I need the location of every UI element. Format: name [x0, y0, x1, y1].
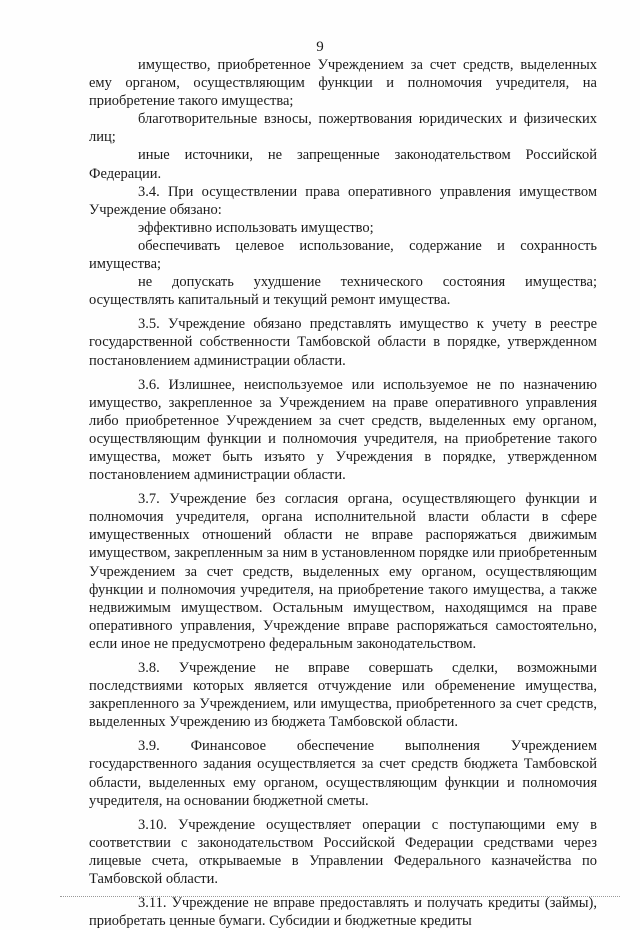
paragraph-3-5: 3.5. Учреждение обязано представлять имущество к учету в реестре государственной собственности Тамбовской области в порядке, утвержденном постановлением администрации области. — [89, 316, 597, 369]
document-body — [89, 56, 597, 930]
paragraph-3-10: 3.10. Учреждение осуществляет операции с поступающими ему в соответствии с законодательством Российской Федерации средствами через лицевые счета, открываемые в Управлении Федерального казначейства по Тамбовской области. — [89, 816, 597, 888]
page-bottom-edge — [60, 896, 620, 897]
paragraph-3-4: 3.4. При осуществлении права оперативного управления имуществом Учреждение обязано: — [89, 183, 597, 218]
paragraph-targeted-use: обеспечивать целевое использование, содержание и сохранность имущества; — [89, 237, 597, 273]
paragraph-property-acquired: имущество, приобретенное Учреждением за счет средств, выделенных ему органом, осуществляющим функции и полномочия учредителя, на приобретение такого имущества; — [89, 57, 597, 110]
paragraph-use-effectively: эффективно использовать имущество; — [138, 219, 374, 236]
paragraph-3-6: 3.6. Излишнее, неиспользуемое или используемое не по назначению имущество, закрепленное за Учреждением на праве оперативного управления либо приобретенное Учреждением за счет средств, выделенных ему органом, осуществляющим функции и полномочия учредителя, на приобретение такого имущества, может быть изъято у Учреждения в порядке, утвержденном постановлением администрации области. — [89, 376, 597, 484]
paragraph-3-7: 3.7. Учреждение без согласия органа, осуществляющего функции и полномочия учредителя, органа исполнительной власти области в сфере имущественных отношений области не вправе распоряжаться движимым имуществом, закрепленным за ним в установленном порядке или приобретенным Учреждением за счет средств, выделенных ему органом, осуществляющим функции и полномочия учредителя, на приобретение такого имущества, а также недвижимым имуществом. Остальным имуществом, находящимся на праве оперативного управления, Учреждение вправе распоряжаться самостоятельно, если иное не предусмотрено федеральным законодательством. — [89, 491, 597, 652]
paragraph-no-deterioration: не допускать ухудшение технического состояния имущества; осуществлять капитальный и текущий ремонт имущества. — [89, 274, 597, 309]
paragraph-donations: благотворительные взносы, пожертвования юридических и физических лиц; — [89, 111, 597, 146]
paragraph-3-11: 3.11. Учреждение не вправе предоставлять и получать кредиты (займы), приобретать ценные бумаги. Субсидии и бюджетные кредиты — [89, 895, 597, 930]
paragraph-3-8: 3.8. Учреждение не вправе совершать сделки, возможными последствиями которых является отчуждение или обременение имущества, закрепленного за Учреждением, или имущества, приобретенного за счет средств, выделенных Учреждению из бюджета Тамбовской области. — [89, 660, 597, 731]
paragraph-other-sources: иные источники, не запрещенные законодательством Российской Федерации. — [89, 147, 597, 182]
page-number: 9 — [316, 39, 324, 55]
paragraph-3-9: 3.9. Финансовое обеспечение выполнения Учреждением государственного задания осуществляется за счет средств бюджета Тамбовской области, выделенных ему органом, осуществляющим функции и полномочия учредителя, на основании бюджетной сметы. — [89, 738, 597, 809]
